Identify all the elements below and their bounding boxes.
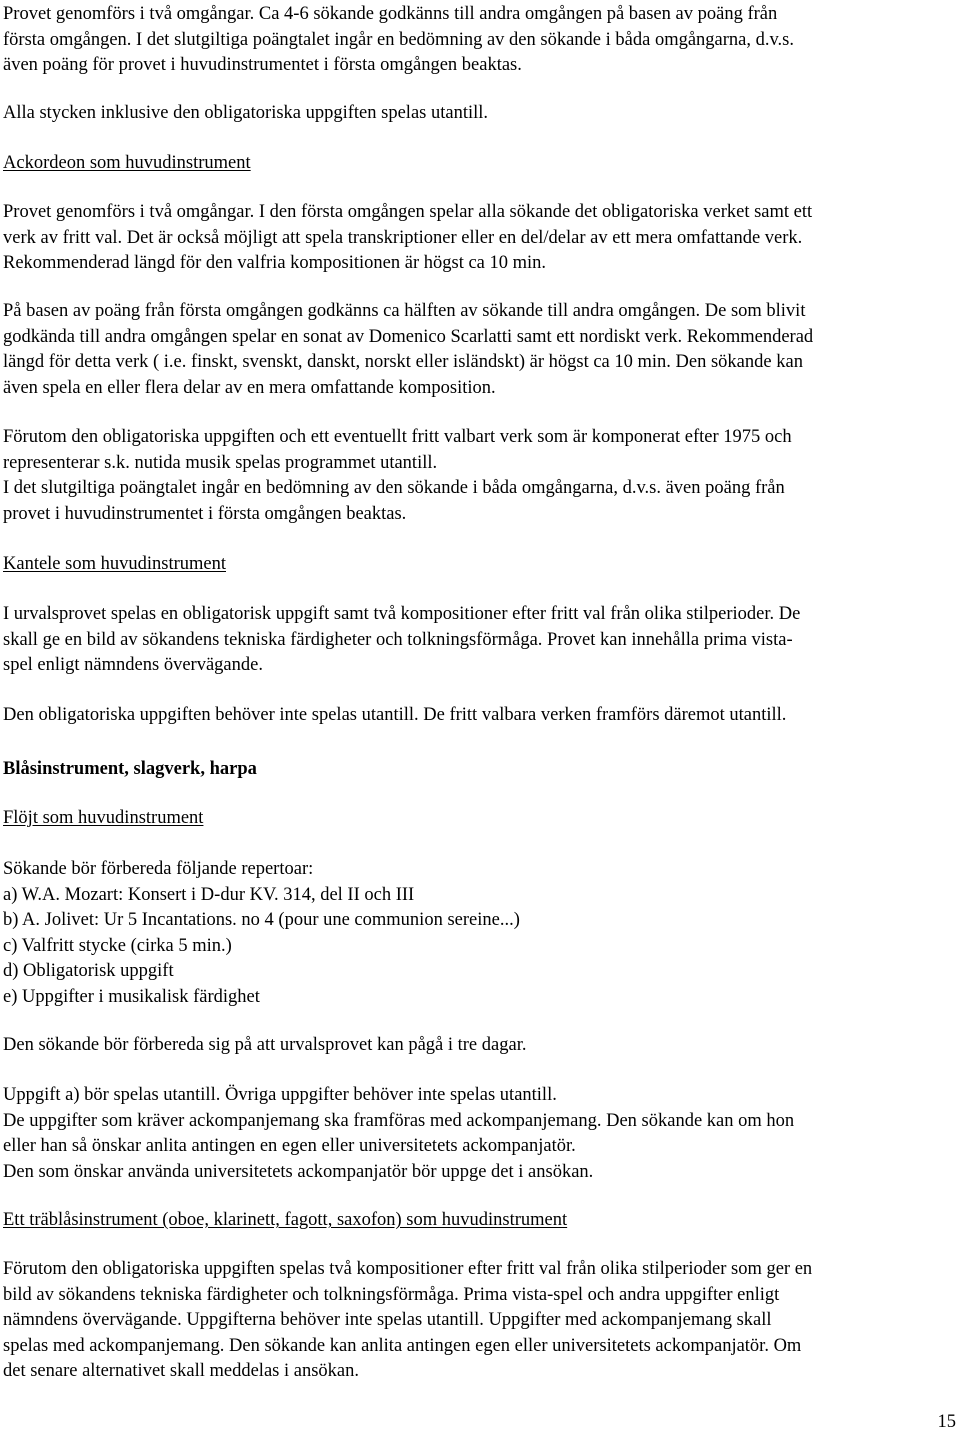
text-line: representerar s.k. nutida musik spelas programmet utantill. (3, 452, 438, 473)
accordion-paragraph-2 (3, 299, 957, 401)
text-line: Den som önskar använda universitetets ackompanjatör bör uppge det i ansökan. (3, 1161, 594, 1182)
text-line: Alla stycken inklusive den obligatoriska uppgiften spelas utantill. (3, 103, 489, 123)
text-line: Förutom den obligatoriska uppgiften och ett eventuellt fritt valbart verk som är komponerat efter 1975 och (3, 427, 792, 447)
text-line: I det slutgiltiga poängtalet ingår en bedömning av den sökande i båda omgångarna, d.v.s. även poäng från (3, 478, 785, 499)
kantele-heading (3, 552, 957, 578)
text-line: det senare alternativet skall meddelas i ansökan. (3, 1361, 359, 1382)
list-item: a) W.A. Mozart: Konsert i D-dur KV. 314, del II och III (3, 884, 415, 905)
memorization-note (3, 101, 957, 127)
list-item: e) Uppgifter i musikalisk färdighet (3, 986, 260, 1007)
accordion-paragraph-1 (3, 200, 957, 277)
text-line: första omgången. I det slutgiltiga poängtalet ingår en bedömning av den sökande i båda omgångarna, d.v.s. (3, 29, 795, 50)
text-line: I urvalsprovet spelas en obligatorisk uppgift samt två kompositioner efter fritt val från olika stilperioder. De (3, 604, 801, 624)
text-line: De uppgifter som kräver ackompanjemang ska framföras med ackompanjemang. Den sökande kan om hon (3, 1110, 795, 1131)
list-item: d) Obligatorisk uppgift (3, 961, 174, 982)
text-line: Provet genomförs i två omgångar. Ca 4-6 sökande godkänns till andra omgången på basen av poäng från (3, 4, 778, 24)
accordion-paragraph-3 (3, 425, 957, 527)
text-line: provet i huvudinstrumentet i första omgången beaktas. (3, 503, 407, 524)
intro-paragraph (3, 2, 957, 79)
text-line: På basen av poäng från första omgången godkänns ca hälften av sökande till andra omgången. De som blivit (3, 301, 806, 321)
section-title: Blåsinstrument, slagverk, harpa (3, 759, 257, 779)
text-line: spel enligt nämndens övervägande. (3, 655, 263, 676)
kantele-paragraph-1 (3, 602, 957, 679)
woodwind-heading (3, 1208, 957, 1234)
text-line: Förutom den obligatoriska uppgiften spelas två kompositioner efter fritt val från olika stilperioder som ger en (3, 1259, 813, 1279)
text-line: Provet genomförs i två omgångar. I den första omgången spelar alla sökande det obligatoriska verket samt ett (3, 202, 813, 222)
section-heading: Flöjt som huvudinstrument (3, 808, 204, 828)
text-line: Uppgift a) bör spelas utantill. Övriga uppgifter behöver inte spelas utantill. (3, 1085, 557, 1105)
text-line: verk av fritt val. Det är också möjligt att spela transkriptioner eller en del/delar av ett mera omfattande verk. (3, 227, 803, 248)
text-line: spelas med ackompanjemang. Den sökande kan anlita antingen egen eller universitetets ackompanjatör. Om (3, 1335, 802, 1356)
text-line: eller han så önskar anlita antingen en egen eller universitetets ackompanjatör. (3, 1136, 576, 1157)
text-line: skall ge en bild av sökandens tekniska färdigheter och tolkningsförmåga. Provet kan innehålla prima vista- (3, 629, 793, 650)
section-heading: Ett träblåsinstrument (oboe, klarinett, fagott, saxofon) som huvudinstrument (3, 1210, 568, 1230)
section-heading: Ackordeon som huvudinstrument (3, 153, 251, 173)
text-line: längd för detta verk ( i.e. finskt, svenskt, danskt, norskt eller isländskt) är högst ca 10 min. Den sökande kan (3, 352, 803, 373)
accordion-heading (3, 151, 957, 177)
wind-section-title (3, 757, 957, 783)
text-line: även poäng för provet i huvudinstrumentet i första omgången beaktas. (3, 55, 522, 76)
flute-repertoire (3, 857, 957, 1011)
woodwind-paragraph (3, 1257, 957, 1385)
text-line: nämndens övervägande. Uppgifterna behöver inte spelas utantill. Uppgifter med ackompanjemang skall (3, 1310, 772, 1331)
list-item: b) A. Jolivet: Ur 5 Incantations. no 4 (pour une communion sereine...) (3, 910, 520, 931)
text-line: bild av sökandens tekniska färdigheter och tolkningsförmåga. Prima vista-spel och andra uppgifter enligt (3, 1284, 780, 1305)
list-item: c) Valfritt stycke (cirka 5 min.) (3, 935, 232, 956)
flute-heading (3, 806, 957, 832)
text-line: Den obligatoriska uppgiften behöver inte spelas utantill. De fritt valbara verken framförs däremot utantill. (3, 705, 787, 725)
section-heading: Kantele som huvudinstrument (3, 554, 226, 574)
text-line: Rekommenderad längd för den valfria kompositionen är högst ca 10 min. (3, 253, 547, 274)
text-line: även spela en eller flera delar av en mera omfattande komposition. (3, 377, 496, 398)
flute-prep-note (3, 1033, 957, 1059)
text-line: Sökande bör förbereda följande repertoar: (3, 859, 314, 879)
flute-notes (3, 1083, 957, 1185)
text-line: godkända till andra omgången spelar en sonat av Domenico Scarlatti samt ett nordiskt verk. Rekommenderad (3, 326, 814, 347)
text-line: Den sökande bör förbereda sig på att urvalsprovet kan pågå i tre dagar. (3, 1035, 527, 1055)
page-number: 15 (937, 1412, 956, 1432)
kantele-paragraph-2 (3, 703, 957, 729)
